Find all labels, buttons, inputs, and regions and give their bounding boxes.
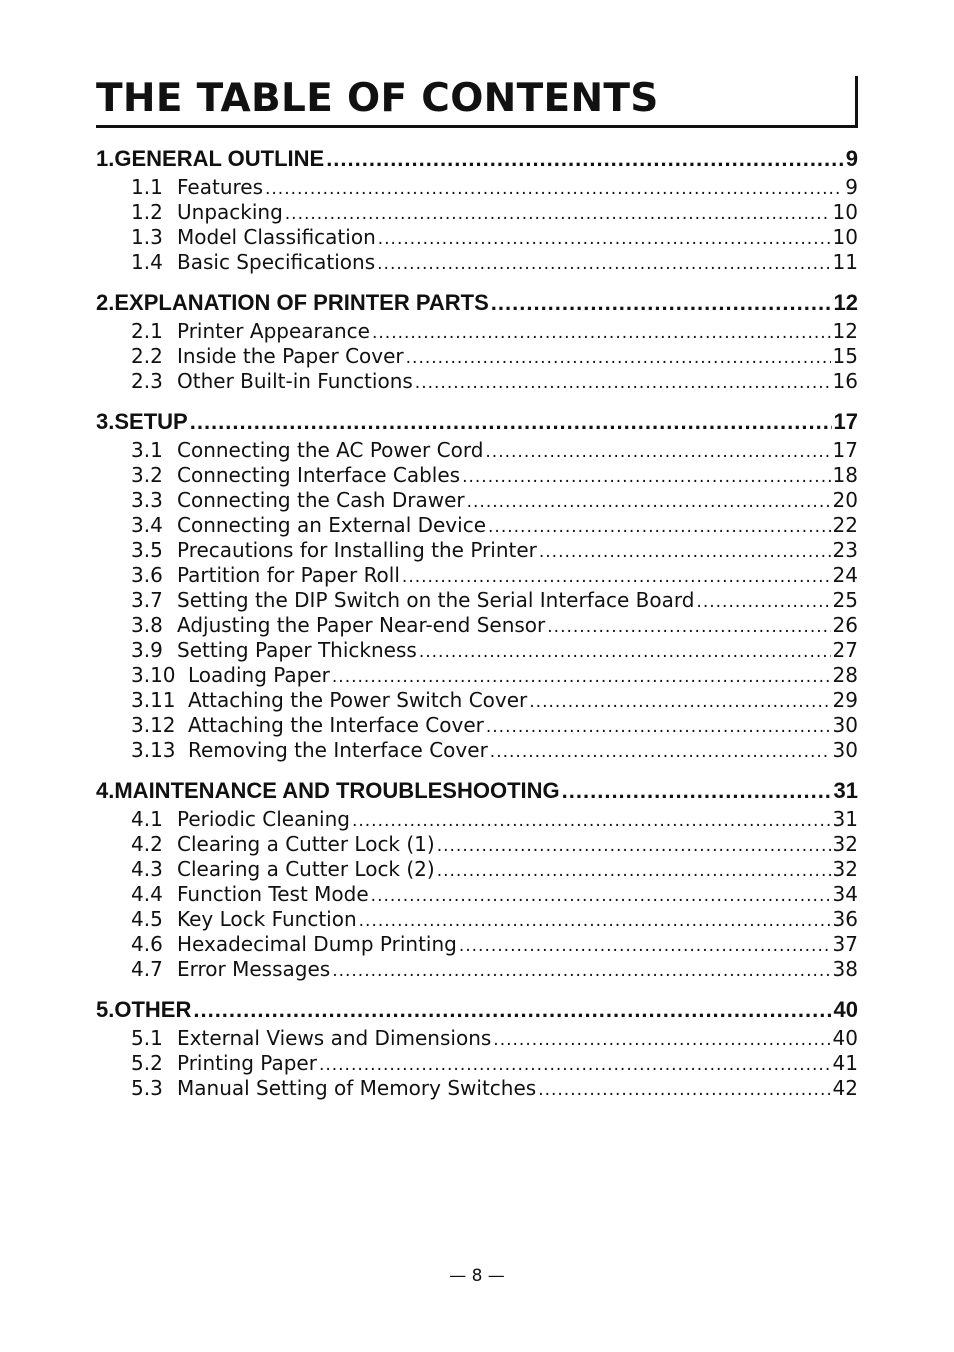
toc-subsection-entry[interactable] (96, 932, 858, 957)
dot-leader (467, 492, 831, 512)
subsection-number: 3.6 (131, 563, 163, 587)
subsection-page-number: 40 (832, 1026, 858, 1050)
chapter-title: EXPLANATION OF PRINTER PARTS (114, 290, 489, 315)
subsection-page-number: 10 (832, 200, 858, 224)
subsection-page-number: 17 (832, 438, 858, 462)
dot-leader (696, 592, 830, 612)
dot-leader (437, 861, 831, 881)
subsection-page-number: 41 (832, 1051, 858, 1075)
subsection-page-number: 32 (832, 857, 858, 881)
subsection-number: 3.3 (131, 488, 163, 512)
dot-leader (459, 936, 831, 956)
dot-leader (352, 811, 831, 831)
subsection-title: Setting Paper Thickness (177, 638, 417, 662)
dot-leader (371, 886, 831, 906)
toc-subsection-entry[interactable] (96, 1076, 858, 1101)
chapter-page-number: 12 (833, 290, 858, 315)
toc-subsection-entry[interactable] (96, 1026, 858, 1051)
subsection-page-number: 24 (832, 563, 858, 587)
dot-leader (332, 961, 830, 981)
dot-leader (538, 1080, 830, 1100)
subsection-page-number: 25 (832, 588, 858, 612)
dot-leader (332, 667, 831, 687)
subsection-page-number: 28 (832, 663, 858, 687)
subsection-title: Loading Paper (188, 663, 330, 687)
subsection-title: Clearing a Cutter Lock (2) (177, 857, 435, 881)
toc-subsection-entry[interactable] (96, 663, 858, 688)
dot-leader (529, 692, 830, 712)
subsection-title: Adjusting the Paper Near-end Sensor (177, 613, 546, 637)
toc-section (96, 290, 858, 394)
toc-subsection-entry[interactable] (96, 957, 858, 982)
page-title: THE TABLE OF CONTENTS (96, 76, 659, 121)
dot-leader (562, 778, 832, 804)
subsection-title: Unpacking (177, 200, 283, 224)
dot-leader (437, 836, 831, 856)
subsection-number: 3.11 (131, 688, 176, 712)
dot-leader (190, 409, 832, 435)
toc-subsection-entry[interactable] (96, 438, 858, 463)
chapter-number: 4. (96, 778, 115, 803)
subsection-number: 3.8 (131, 613, 163, 637)
subsection-title: Printing Paper (177, 1051, 317, 1075)
toc-subsection-entry[interactable] (96, 882, 858, 907)
subsection-title: Connecting Interface Cables (177, 463, 461, 487)
toc-subsection-entry[interactable] (96, 538, 858, 563)
subsection-title: Attaching the Interface Cover (188, 713, 484, 737)
subsection-page-number: 16 (832, 369, 858, 393)
subsection-page-number: 29 (832, 688, 858, 712)
toc-chapter-entry[interactable] (96, 146, 858, 175)
toc-subsection-entry[interactable] (96, 832, 858, 857)
subsection-page-number: 31 (832, 807, 858, 831)
toc-subsection-entry[interactable] (96, 688, 858, 713)
subsection-page-number: 10 (832, 225, 858, 249)
chapter-number: 5. (96, 997, 115, 1022)
subsection-title: Manual Setting of Memory Switches (177, 1076, 537, 1100)
dot-leader (372, 323, 831, 343)
dot-leader (319, 1055, 831, 1075)
toc-subsection-entry[interactable] (96, 319, 858, 344)
toc-subsection-entry[interactable] (96, 857, 858, 882)
subsection-title: Hexadecimal Dump Printing (177, 932, 457, 956)
subsection-title: Printer Appearance (177, 319, 370, 343)
table-of-contents (96, 146, 858, 1116)
subsection-number: 3.5 (131, 538, 163, 562)
dot-leader (359, 911, 831, 931)
subsection-page-number: 23 (832, 538, 858, 562)
toc-section (96, 997, 858, 1101)
subsection-title: Model Classification (177, 225, 376, 249)
dot-leader (406, 348, 831, 368)
dot-leader (326, 146, 844, 172)
subsection-title: Partition for Paper Roll (177, 563, 400, 587)
subsection-title: Removing the Interface Cover (188, 738, 488, 762)
toc-section (96, 409, 858, 763)
subsection-number: 4.4 (131, 882, 163, 906)
chapter-number: 2. (96, 290, 115, 315)
subsection-page-number: 22 (832, 513, 858, 537)
dot-leader (377, 254, 830, 274)
subsection-page-number: 30 (832, 738, 858, 762)
title-frame (96, 76, 858, 128)
dot-leader (462, 467, 830, 487)
dot-leader (285, 204, 831, 224)
chapter-page-number: 31 (833, 778, 858, 803)
subsection-title: Error Messages (177, 957, 331, 981)
subsection-title: Key Lock Function (177, 907, 357, 931)
toc-subsection-entry[interactable] (96, 588, 858, 613)
toc-subsection-entry[interactable] (96, 344, 858, 369)
subsection-number: 3.7 (131, 588, 163, 612)
subsection-number: 3.2 (131, 463, 163, 487)
toc-chapter-entry[interactable] (96, 409, 858, 438)
dot-leader (265, 179, 843, 199)
subsection-page-number: 37 (832, 932, 858, 956)
subsection-title: External Views and Dimensions (177, 1026, 492, 1050)
toc-subsection-entry[interactable] (96, 1051, 858, 1076)
dot-leader (493, 1030, 830, 1050)
subsection-page-number: 18 (832, 463, 858, 487)
subsection-title: Attaching the Power Switch Cover (188, 688, 528, 712)
chapter-number: 3. (96, 409, 115, 434)
toc-subsection-entry[interactable] (96, 738, 858, 763)
toc-subsection-entry[interactable] (96, 613, 858, 638)
subsection-page-number: 26 (832, 613, 858, 637)
chapter-title: SETUP (114, 409, 188, 434)
subsection-number: 4.6 (131, 932, 163, 956)
subsection-title: Function Test Mode (177, 882, 369, 906)
subsection-page-number: 12 (832, 319, 858, 343)
subsection-number: 5.1 (131, 1026, 163, 1050)
subsection-number: 1.2 (131, 200, 163, 224)
subsection-page-number: 11 (832, 250, 858, 274)
toc-subsection-entry[interactable] (96, 713, 858, 738)
toc-chapter-entry[interactable] (96, 997, 858, 1026)
dot-leader (485, 442, 830, 462)
dot-leader (402, 567, 831, 587)
subsection-number: 4.7 (131, 957, 163, 981)
dot-leader (490, 742, 831, 762)
subsection-number: 2.2 (131, 344, 163, 368)
subsection-title: Precautions for Installing the Printer (177, 538, 537, 562)
dot-leader (491, 290, 832, 316)
subsection-number: 3.13 (131, 738, 176, 762)
subsection-number: 1.3 (131, 225, 163, 249)
subsection-number: 1.1 (131, 175, 163, 199)
dot-leader (486, 717, 831, 737)
subsection-title: Clearing a Cutter Lock (1) (177, 832, 435, 856)
dot-leader (419, 642, 831, 662)
chapter-title: MAINTENANCE AND TROUBLESHOOTING (114, 778, 560, 803)
chapter-title: GENERAL OUTLINE (114, 146, 325, 171)
subsection-number: 5.2 (131, 1051, 163, 1075)
subsection-number: 3.9 (131, 638, 163, 662)
toc-subsection-entry[interactable] (96, 463, 858, 488)
subsection-page-number: 36 (832, 907, 858, 931)
subsection-number: 5.3 (131, 1076, 163, 1100)
subsection-number: 4.1 (131, 807, 163, 831)
subsection-page-number: 32 (832, 832, 858, 856)
subsection-title: Features (177, 175, 263, 199)
dot-leader (415, 373, 831, 393)
toc-section (96, 146, 858, 275)
toc-subsection-entry[interactable] (96, 200, 858, 225)
subsection-page-number: 27 (832, 638, 858, 662)
subsection-title: Inside the Paper Cover (177, 344, 404, 368)
page-number-footer: — 8 — (449, 1266, 505, 1286)
toc-subsection-entry[interactable] (96, 907, 858, 932)
subsection-number: 4.3 (131, 857, 163, 881)
subsection-number: 1.4 (131, 250, 163, 274)
subsection-number: 2.1 (131, 319, 163, 343)
subsection-title: Basic Specifications (177, 250, 376, 274)
subsection-number: 3.10 (131, 663, 176, 687)
toc-chapter-entry[interactable] (96, 778, 858, 807)
subsection-title: Connecting an External Device (177, 513, 487, 537)
chapter-page-number: 9 (845, 146, 858, 171)
subsection-title: Connecting the AC Power Cord (177, 438, 484, 462)
subsection-number: 4.2 (131, 832, 163, 856)
subsection-number: 3.1 (131, 438, 163, 462)
toc-subsection-entry[interactable] (96, 563, 858, 588)
toc-subsection-entry[interactable] (96, 175, 858, 200)
toc-subsection-entry[interactable] (96, 488, 858, 513)
toc-subsection-entry[interactable] (96, 250, 858, 275)
subsection-page-number: 38 (832, 957, 858, 981)
dot-leader (488, 517, 831, 537)
subsection-title: Setting the DIP Switch on the Serial Interface Board (177, 588, 695, 612)
subsection-page-number: 15 (832, 344, 858, 368)
subsection-page-number: 9 (845, 175, 858, 199)
chapter-page-number: 40 (833, 997, 858, 1022)
toc-chapter-entry[interactable] (96, 290, 858, 319)
dot-leader (539, 542, 831, 562)
subsection-title: Other Built-in Functions (177, 369, 413, 393)
chapter-page-number: 17 (833, 409, 858, 434)
subsection-number: 4.5 (131, 907, 163, 931)
toc-subsection-entry[interactable] (96, 638, 858, 663)
dot-leader (547, 617, 830, 637)
subsection-number: 3.12 (131, 713, 176, 737)
toc-subsection-entry[interactable] (96, 513, 858, 538)
subsection-title: Periodic Cleaning (177, 807, 350, 831)
chapter-title: OTHER (114, 997, 192, 1022)
subsection-title: Connecting the Cash Drawer (177, 488, 465, 512)
dot-leader (378, 229, 831, 249)
toc-subsection-entry[interactable] (96, 225, 858, 250)
subsection-page-number: 20 (832, 488, 858, 512)
subsection-number: 3.4 (131, 513, 163, 537)
subsection-number: 2.3 (131, 369, 163, 393)
subsection-page-number: 30 (832, 713, 858, 737)
subsection-page-number: 42 (832, 1076, 858, 1100)
dot-leader (193, 997, 831, 1023)
toc-subsection-entry[interactable] (96, 369, 858, 394)
toc-subsection-entry[interactable] (96, 807, 858, 832)
toc-section (96, 778, 858, 982)
chapter-number: 1. (96, 146, 115, 171)
subsection-page-number: 34 (832, 882, 858, 906)
